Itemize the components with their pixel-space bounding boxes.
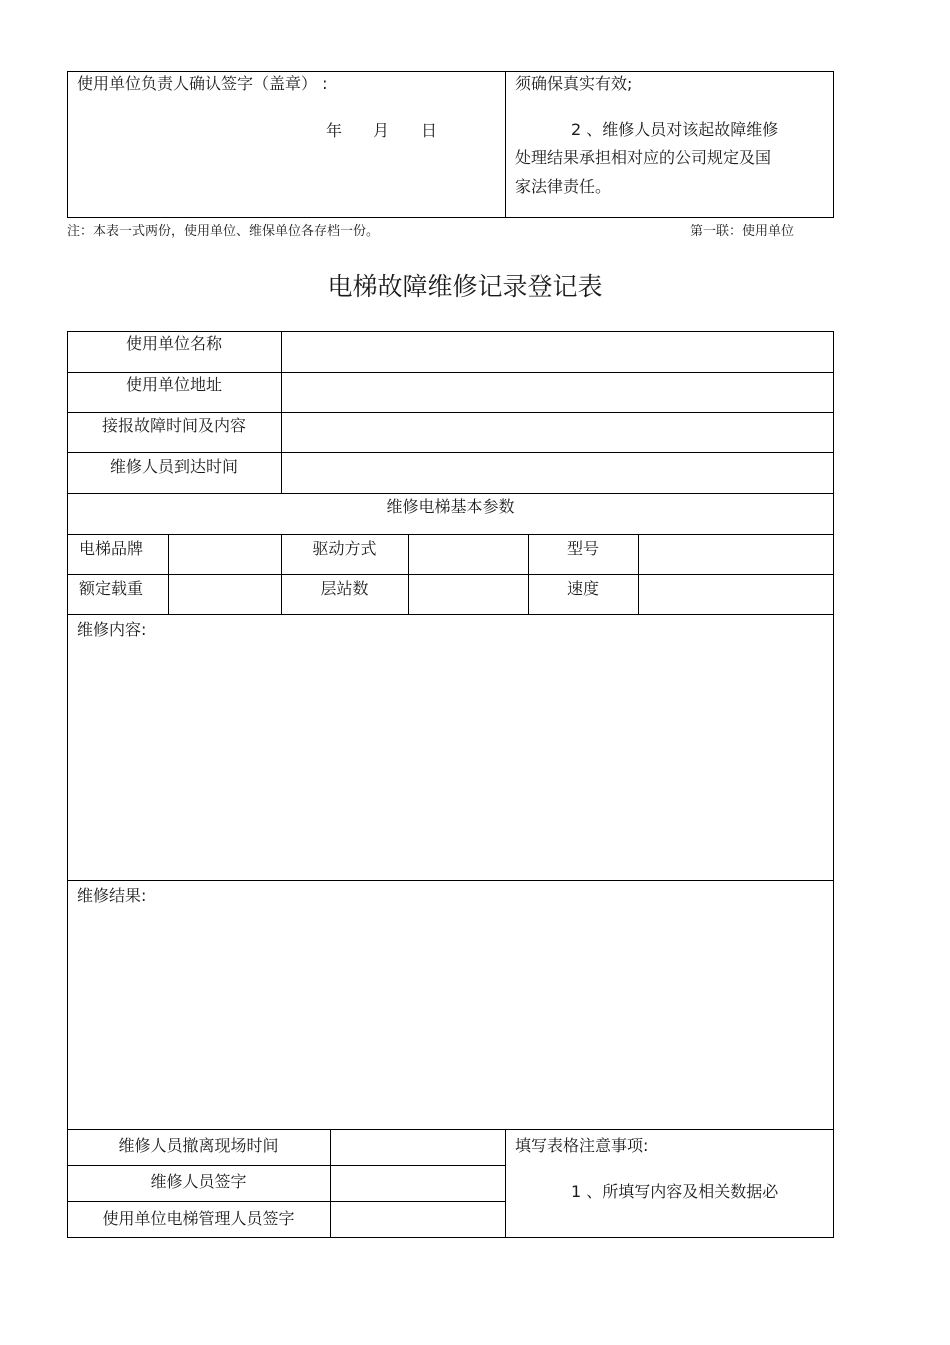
unit-name-label: 使用单位名称: [125, 334, 222, 353]
repair-result-area[interactable]: [69, 908, 832, 1127]
row-divider: [67, 493, 834, 494]
row-divider: [67, 1165, 505, 1166]
brand-field[interactable]: [170, 536, 280, 573]
drive-type-field[interactable]: [410, 536, 527, 573]
manager-sign-field[interactable]: [332, 1203, 504, 1237]
leave-time-field[interactable]: [332, 1131, 504, 1164]
model-field[interactable]: [640, 536, 832, 573]
date-year: 年: [326, 121, 343, 140]
row-divider: [67, 412, 834, 413]
floors-label: 层站数: [320, 579, 369, 598]
row-divider: [67, 1129, 834, 1130]
params-section-header: 维修电梯基本参数: [386, 497, 515, 516]
repair-content-label: 维修内容:: [77, 620, 147, 639]
row-divider: [67, 880, 834, 881]
bottom-column-divider: [330, 1129, 331, 1238]
repair-content-area[interactable]: [69, 642, 832, 878]
row-divider: [67, 574, 834, 575]
fault-time-content-label: 接报故障时间及内容: [101, 416, 246, 435]
speed-label: 速度: [566, 579, 599, 598]
unit-name-field[interactable]: [283, 333, 832, 371]
param-column-divider: [638, 534, 639, 614]
top-table-divider: [505, 71, 506, 218]
right-note-line-1: 须确保真实有效;: [515, 74, 633, 93]
drive-type-label: 驱动方式: [312, 539, 377, 558]
right-note-line-4: 家法律责任。: [515, 177, 612, 196]
speed-field[interactable]: [640, 576, 832, 613]
floors-field[interactable]: [410, 576, 527, 613]
row-divider: [67, 534, 834, 535]
model-label: 型号: [566, 539, 599, 558]
repair-result-label: 维修结果:: [77, 886, 147, 905]
manager-sign-label: 使用单位电梯管理人员签字: [102, 1209, 295, 1228]
row-divider: [67, 452, 834, 453]
param-column-divider: [408, 534, 409, 614]
right-note-line-2: 2 、维修人员对该起故障维修: [571, 120, 779, 139]
fault-time-content-field[interactable]: [283, 414, 832, 451]
param-column-divider: [168, 534, 169, 614]
technician-sign-field[interactable]: [332, 1167, 504, 1200]
leave-time-label: 维修人员撤离现场时间: [118, 1136, 279, 1155]
fill-notes-title: 填写表格注意事项:: [515, 1136, 649, 1155]
fill-notes-line-1: 1 、所填写内容及相关数据必: [571, 1182, 779, 1201]
label-column-divider: [281, 331, 282, 493]
responsible-sign-label: 使用单位负责人确认签字（盖章） :: [77, 74, 328, 93]
rated-load-field[interactable]: [170, 576, 280, 613]
technician-sign-label: 维修人员签字: [150, 1172, 247, 1191]
rated-load-label: 额定载重: [79, 579, 144, 598]
unit-address-label: 使用单位地址: [125, 375, 222, 394]
bottom-column-divider: [505, 1129, 506, 1238]
unit-address-field[interactable]: [283, 374, 832, 411]
date-month: 月: [373, 121, 390, 140]
form-title: 电梯故障维修记录登记表: [327, 272, 603, 301]
row-divider: [67, 372, 834, 373]
date-day: 日: [421, 121, 438, 140]
row-divider: [67, 1201, 505, 1202]
right-note-line-3: 处理结果承担相对应的公司规定及国: [515, 148, 772, 167]
footnote-copy-number: 第一联：使用单位: [690, 224, 795, 239]
brand-label: 电梯品牌: [79, 539, 144, 558]
arrival-time-label: 维修人员到达时间: [109, 457, 238, 476]
footnote-copies: 注：本表一式两份，使用单位、维保单位各存档一份。: [67, 224, 380, 239]
row-divider: [67, 614, 834, 615]
arrival-time-field[interactable]: [283, 454, 832, 492]
